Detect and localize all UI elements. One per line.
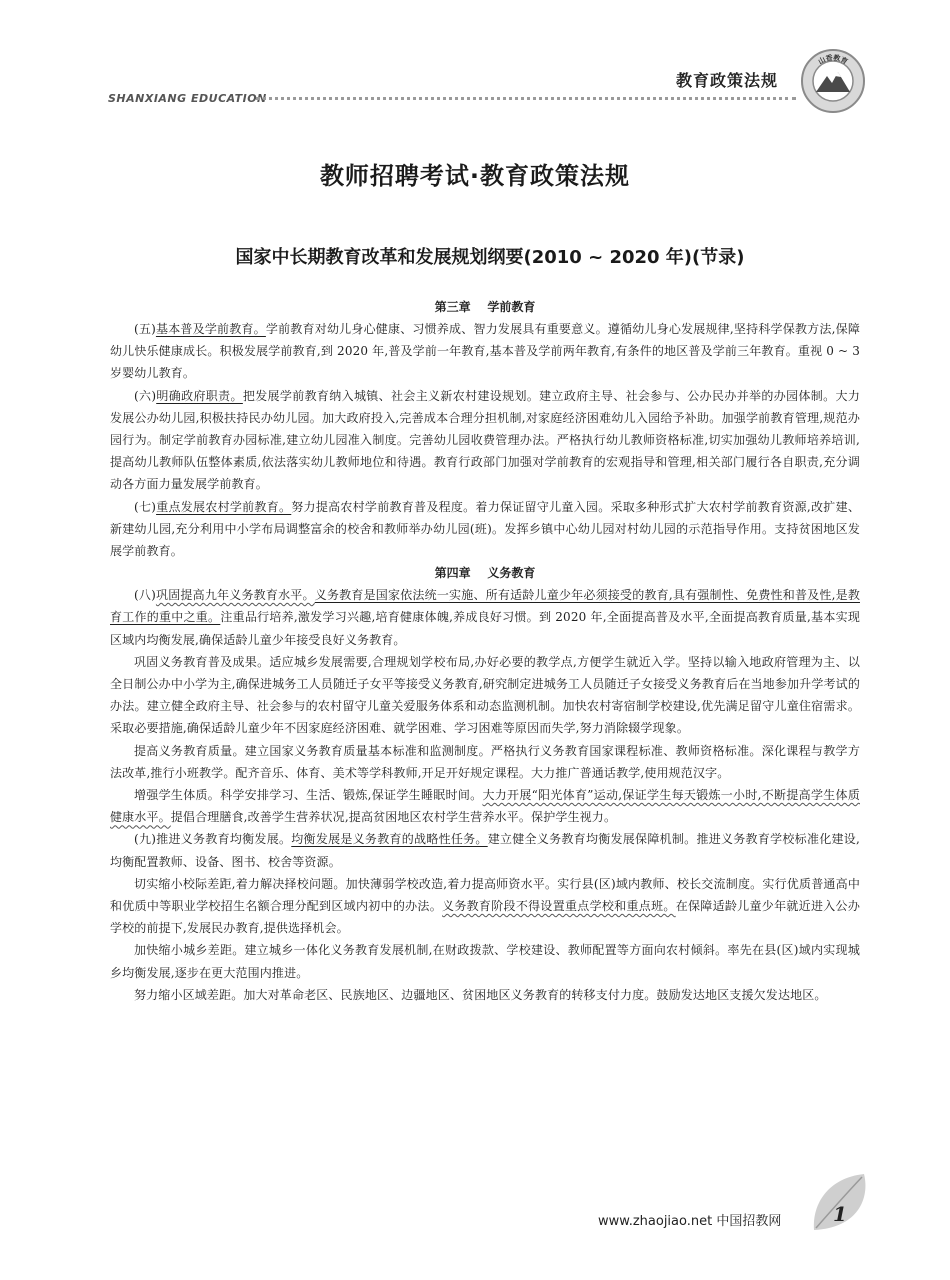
header-divider <box>256 97 796 100</box>
footer-website-link[interactable]: www.zhaojiao.net 中国招教网 <box>598 1214 782 1229</box>
paragraph: 努力缩小区域差距。加大对革命老区、民族地区、边疆地区、贫困地区义务教育的转移支付力度。鼓励发达地区支援欠发达地区。 <box>134 987 827 1002</box>
page-title: 教师招聘考试·教育政策法规 <box>319 162 631 190</box>
wavy-underlined-text: 义务教育阶段不得设置重点学校和重点班。 <box>442 899 676 914</box>
paragraph: 加快缩小城乡差距。建立城乡一体化义务教育发展机制,在财政拨款、学校建设、教师配置等方面向农村倾斜。率先在县(区)域内实现城乡均衡发展,逐步在更大范围内推进。 <box>110 943 860 980</box>
document-body <box>110 296 860 1006</box>
wavy-underlined-text: 大力开展“阳光体育”运动,保证学生每天锻炼一小时,不断提高学生体质健康水平。 <box>110 788 860 825</box>
wavy-underlined-text: 巩固提高九年义务教育水平。 <box>155 588 315 603</box>
page-number: 1 <box>833 1202 847 1226</box>
chapter-heading: 第四章 义务教育 <box>434 566 536 581</box>
chapter-heading: 第三章 学前教育 <box>434 300 536 314</box>
paragraph: (六)明确政府职责。把发展学前教育纳入城镇、社会主义新农村建设规划。建立政府主导、社会参与、公办民办并举的办园体制。大力发展公办幼儿园,积极扶持民办幼儿园。加大政府投入,完善成本合理分担机制,对家庭经济困难幼儿入园给予补助。加强学前教育管理,规范办园行为。制定学前教育办园标准,建立幼儿园准入制度。完善幼儿园收费管理办法。严格执行幼儿教师资格标准,切实加强幼儿教师培养培训,提高幼儿教师队伍整体素质,依法落实幼儿教师地位和待遇。教育行政部门加强对学前教育的宏观指导和管理,相关部门履行各自职责,充分调动各方面力量发展学前教育。 <box>110 388 860 492</box>
header-section-title: 教育政策法规 <box>676 71 779 90</box>
header-brand: SHANXIANG EDUCATION <box>108 92 267 105</box>
paragraph: (五)基本普及学前教育。学前教育对幼儿身心健康、习惯养成、智力发展具有重要意义。遵循幼儿身心发展规律,坚持科学保教方法,保障幼儿快乐健康成长。积极发展学前教育,到 2020 年,普及学前一年教育,基本普及学前两年教育,有条件的地区普及学前三年教育。重视 0 ~ 3 岁婴幼儿教育。 <box>110 322 860 381</box>
paragraph: (八)巩固提高九年义务教育水平。义务教育是国家依法统一实施、所有适龄儿童少年必须接受的教育,具有强制性、免费性和普及性,是教育工作的重中之重。注重品行培养,激发学习兴趣,培育健康体魄,养成良好习惯。到 2020 年,全面提高普及水平,全面提高教育质量,基本实现区域内均衡发展,确保适龄儿童少年接受良好义务教育。 <box>110 588 860 647</box>
paragraph: (九)推进义务教育均衡发展。均衡发展是义务教育的战略性任务。建立健全义务教育均衡发展保障机制。推进义务教育学校标准化建设,均衡配置教师、设备、图书、校舍等资源。 <box>110 832 861 869</box>
paragraph: 增强学生体质。科学安排学习、生活、锻炼,保证学生睡眠时间。大力开展“阳光体育”运动,保证学生每天锻炼一小时,不断提高学生体质健康水平。提倡合理膳食,改善学生营养状况,提高贫困地区农村学生营养水平。保护学生视力。 <box>110 788 860 825</box>
underlined-text: 重点发展农村学前教育。 <box>156 499 292 514</box>
underlined-text: 基本普及学前教育。 <box>155 322 266 336</box>
paragraph: (七)重点发展农村学前教育。努力提高农村学前教育普及程度。着力保证留守儿童入园。采取多种形式扩大农村学前教育资源,改扩建、新建幼儿园,充分利用中小学布局调整富余的校舍和教师举办幼儿园(班)。发挥乡镇中心幼儿园对村幼儿园的示范指导作用。支持贫困地区发展学前教育。 <box>110 499 860 559</box>
logo-text: 山香教育 <box>816 53 850 67</box>
paragraph: 切实缩小校际差距,着力解决择校问题。加快薄弱学校改造,着力提高师资水平。实行县(区)域内教师、校长交流制度。实行优质普通高中和优质中等职业学校招生名额合理分配到区域内初中的办法。义务教育阶段不得设置重点学校和重点班。在保障适龄儿童少年就近进入公办学校的前提下,发展民办教育,提供选择机会。 <box>110 876 860 936</box>
underlined-text: 义务教育是国家依法统一实施、所有适龄儿童少年必须接受的教育,具有强制性、免费性和普及性,是教育工作的重中之重。 <box>110 588 860 625</box>
paragraph: 巩固义务教育普及成果。适应城乡发展需要,合理规划学校布局,办好必要的教学点,方便学生就近入学。坚持以输入地政府管理为主、以全日制公办中小学为主,确保进城务工人员随迁子女平等接受义务教育,研究制定进城务工人员随迁子女接受义务教育后在当地参加升学考试的办法。建立健全政府主导、社会参与的农村留守儿童关爱服务体系和动态监测机制。加快农村寄宿制学校建设,优先满足留守儿童住宿需求。采取必要措施,确保适龄儿童少年不因家庭经济困难、就学困难、学习困难等原因而失学,努力消除辍学现象。 <box>110 654 860 736</box>
logo-icon <box>800 48 866 114</box>
underlined-text: 均衡发展是义务教育的战略性任务。 <box>291 832 488 847</box>
document-subtitle: 国家中长期教育改革和发展规划纲要(2010 ~ 2020 年)(节录) <box>235 247 745 268</box>
underlined-text: 明确政府职责。 <box>156 388 243 403</box>
paragraph: 提高义务教育质量。建立国家义务教育质量基本标准和监测制度。严格执行义务教育国家课程标准、教师资格标准。深化课程与教学方法改革,推行小班教学。配齐音乐、体育、美术等学科教师,开足开好规定课程。大力推广普通话教学,使用规范汉字。 <box>110 743 860 780</box>
